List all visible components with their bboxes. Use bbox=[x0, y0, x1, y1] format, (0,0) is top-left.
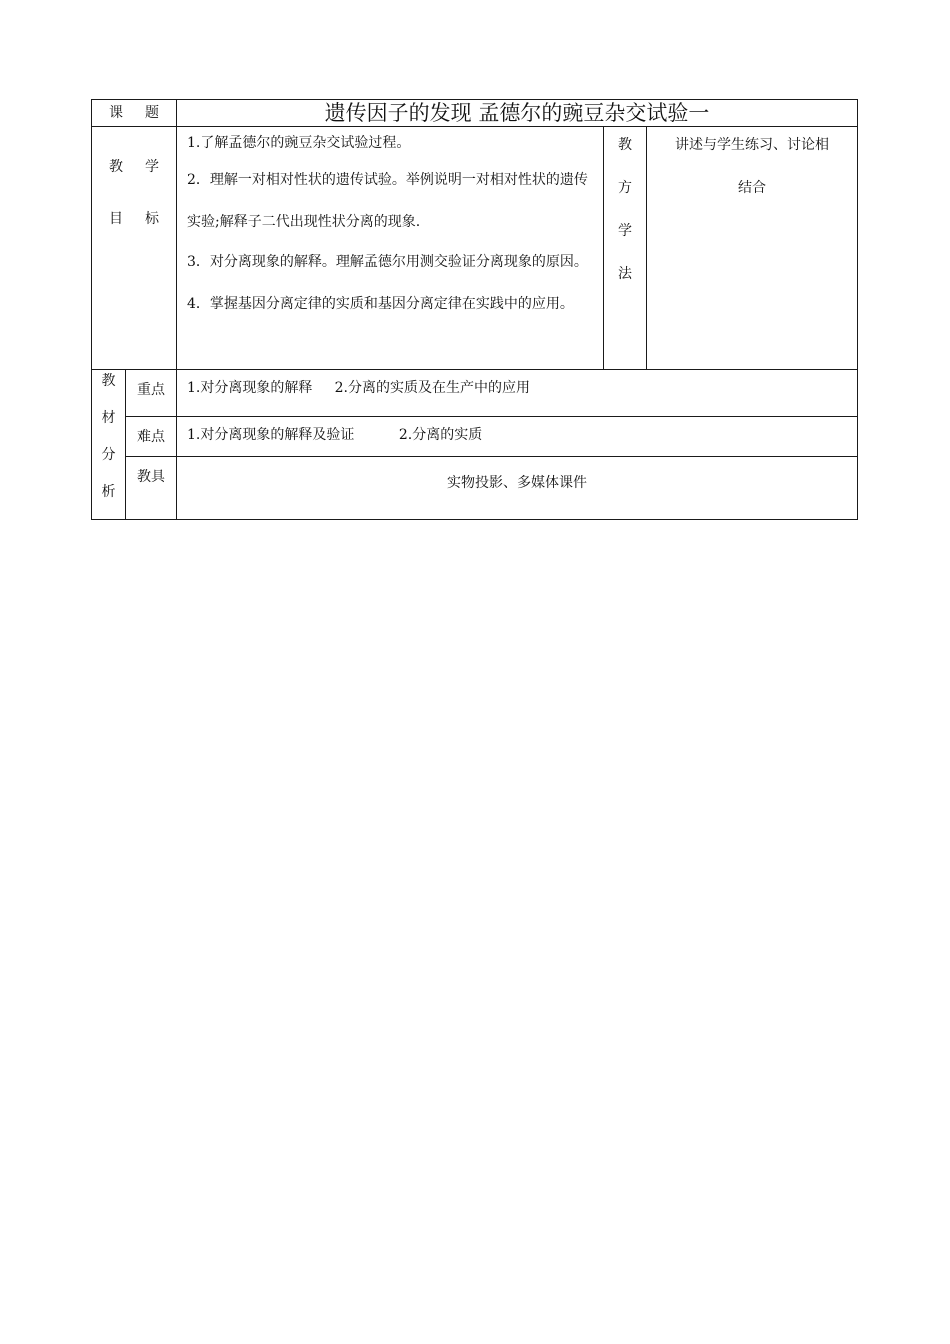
goals-label-char: 标 bbox=[145, 211, 159, 228]
materials-label-char: 教 bbox=[101, 372, 116, 389]
teaching-aids-row bbox=[92, 457, 858, 520]
goals-label-char: 教 bbox=[109, 159, 123, 176]
materials-label bbox=[92, 370, 126, 520]
method-text bbox=[647, 127, 858, 370]
topic-label-char: 题 bbox=[145, 105, 159, 122]
lesson-plan-table bbox=[91, 99, 858, 520]
method-label-char: 法 bbox=[618, 266, 632, 283]
method-label-char: 教 bbox=[618, 137, 632, 154]
key-points-row bbox=[92, 370, 858, 417]
topic-label bbox=[92, 100, 177, 127]
key-points-text: 1.对分离现象的解释 2.分离的实质及在生产中的应用 bbox=[177, 370, 858, 417]
difficulty-label: 难点 bbox=[126, 416, 177, 456]
goal-item-3: 3．对分离现象的解释。理解孟德尔用测交验证分离现象的原因。 4．掌握基因分离定律的实质和基因分离定律在实践中的应用。 bbox=[187, 254, 588, 313]
lesson-plan-sheet bbox=[91, 99, 857, 520]
goals-text bbox=[177, 127, 604, 370]
goal-item-1: 1.了解孟德尔的豌豆杂交试验过程。 bbox=[187, 135, 411, 152]
teaching-aids-label: 教具 bbox=[126, 457, 177, 520]
method-text-line: 结合 bbox=[738, 180, 766, 197]
method-label-char: 方 bbox=[618, 180, 632, 197]
teaching-aids-text: 实物投影、多媒体课件 bbox=[177, 457, 858, 520]
materials-label-char: 分 bbox=[101, 446, 116, 463]
method-label-char: 学 bbox=[618, 223, 632, 240]
materials-label-char: 材 bbox=[101, 409, 116, 426]
method-label bbox=[604, 127, 647, 370]
goals-row bbox=[92, 127, 858, 370]
goals-label-char: 目 bbox=[109, 211, 123, 228]
difficulty-text: 1.对分离现象的解释及验证 2.分离的实质 bbox=[177, 416, 858, 456]
key-points-label: 重点 bbox=[126, 370, 177, 417]
goals-label bbox=[92, 127, 177, 370]
difficulty-row bbox=[92, 416, 858, 456]
topic-label-char: 课 bbox=[109, 105, 123, 122]
method-text-line: 讲述与学生练习、讨论相 bbox=[675, 137, 829, 154]
goals-label-char: 学 bbox=[145, 159, 159, 176]
goal-item-2: 2．理解一对相对性状的遗传试验。举例说明一对相对性状的遗传实验;解释子二代出现性状分离的现象. bbox=[187, 172, 588, 231]
materials-label-char: 析 bbox=[101, 483, 116, 500]
topic-title: 遗传因子的发现 孟德尔的豌豆杂交试验一 bbox=[177, 100, 858, 127]
topic-row bbox=[92, 100, 858, 127]
